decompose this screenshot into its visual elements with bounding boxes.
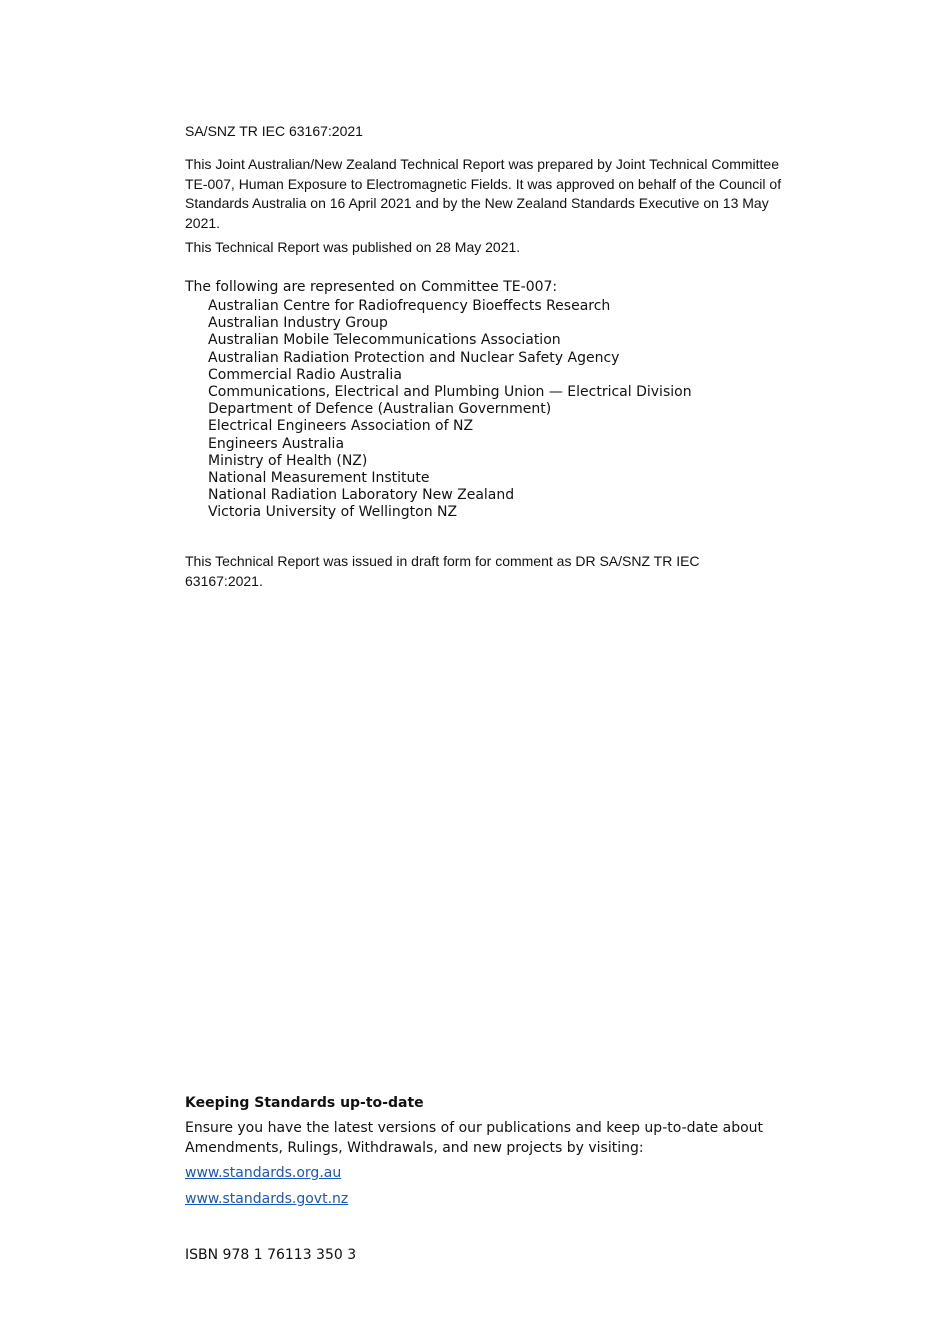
isbn: ISBN 978 1 76113 350 3 xyxy=(185,1247,357,1263)
committee-member: National Measurement Institute xyxy=(208,469,430,486)
standards-australia-link[interactable]: www.standards.org.au xyxy=(185,1165,342,1181)
committee-member: Commercial Radio Australia xyxy=(208,366,402,383)
draft-note: This Technical Report was issued in draft form for comment as DR SA/SNZ TR IEC 63167:2021. xyxy=(185,553,700,589)
keeping-up-to-date-text: Ensure you have the latest versions of our publications and keep up-to-date about Amendments, Rulings, Withdrawals, and new projects by visiting: xyxy=(185,1120,764,1156)
committee-member: Australian Mobile Telecommunications Association xyxy=(208,332,561,349)
publication-date-note: This Technical Report was published on 28 May 2021. xyxy=(185,239,521,255)
committee-member: Australian Industry Group xyxy=(208,315,388,332)
committee-member: Australian Radiation Protection and Nuclear Safety Agency xyxy=(208,349,620,366)
committee-member: Electrical Engineers Association of NZ xyxy=(208,418,474,435)
standards-nz-link[interactable]: www.standards.govt.nz xyxy=(185,1191,349,1207)
committee-member-list xyxy=(208,298,692,521)
committee-heading: The following are represented on Committee TE-007: xyxy=(185,279,558,295)
committee-member: National Radiation Laboratory New Zealand xyxy=(208,487,515,504)
intro-paragraph: This Joint Australian/New Zealand Technical Report was prepared by Joint Technical Committee TE-007, Human Exposure to Electromagnetic Fields. It was approved on behalf of the Council of Standards Australia on 16 April 2021 and by the New Zealand Standards Executive on 13 May 2021. xyxy=(185,156,782,231)
committee-member: Ministry of Health (NZ) xyxy=(208,452,368,469)
keeping-up-to-date-title: Keeping Standards up-to-date xyxy=(185,1095,424,1111)
standard-designation: SA/SNZ TR IEC 63167:2021 xyxy=(185,123,363,139)
committee-member: Communications, Electrical and Plumbing Union — Electrical Division xyxy=(208,383,692,400)
committee-member: Australian Centre for Radiofrequency Bioeffects Research xyxy=(208,298,611,314)
committee-member: Victoria University of Wellington NZ xyxy=(208,504,458,521)
committee-member: Engineers Australia xyxy=(208,435,345,452)
committee-member: Department of Defence (Australian Government) xyxy=(208,401,552,418)
